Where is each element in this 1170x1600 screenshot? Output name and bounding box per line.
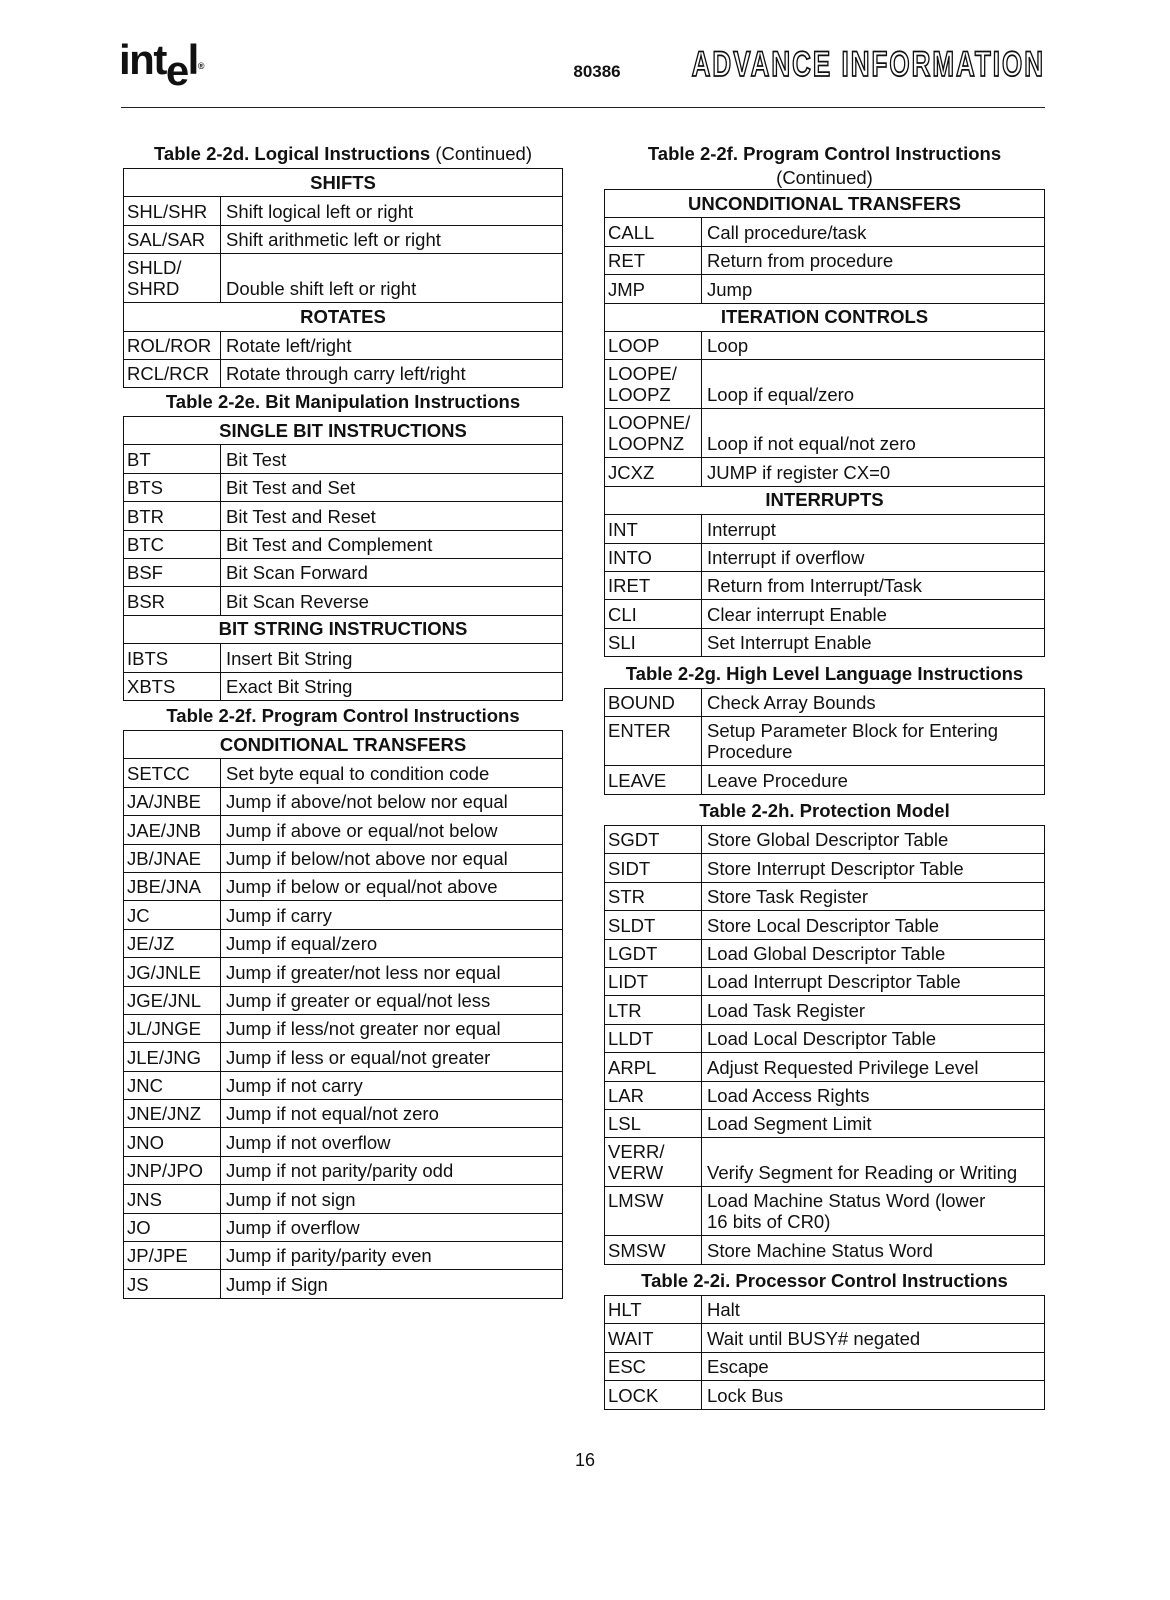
table-row	[124, 845, 562, 873]
mnemonic-cell: JNS	[124, 1185, 221, 1212]
mnemonic-cell: LOOPNE/ LOOPNZ	[605, 409, 702, 457]
table-row	[605, 1138, 1044, 1187]
description-cell: Loop	[707, 335, 749, 357]
description-cell: Set byte equal to condition code	[226, 762, 490, 784]
description-cell: Leave Procedure	[707, 769, 848, 791]
table-row	[605, 1381, 1044, 1409]
mnemonic-cell: JGE/JNL	[124, 987, 221, 1014]
mnemonic-cell: JAE/JNB	[124, 816, 221, 843]
section-header: ITERATION CONTROLS	[720, 306, 929, 328]
mnemonic-cell: JE/JZ	[124, 930, 221, 957]
description-cell: Bit Test and Set	[226, 477, 356, 499]
mnemonic-cell: LTR	[605, 996, 702, 1023]
section-header: SINGLE BIT INSTRUCTIONS	[219, 419, 467, 441]
description-cell: Jump if not sign	[226, 1188, 356, 1210]
description-cell: JUMP if register CX=0	[707, 461, 891, 483]
mnemonic-cell: SLI	[605, 629, 702, 656]
description-cell: Jump if overflow	[226, 1217, 360, 1239]
table-2-2h-protection-model	[604, 799, 1045, 1265]
description-cell: Check Array Bounds	[707, 692, 876, 714]
mnemonic-cell: BSR	[124, 587, 221, 614]
section-header-row	[124, 616, 562, 644]
description-cell: Bit Scan Forward	[226, 562, 368, 584]
section-header-row	[605, 304, 1044, 332]
description-cell: Jump if above or equal/not below	[226, 819, 498, 841]
table-row	[124, 531, 562, 559]
description-cell: Double shift left or right	[226, 278, 417, 300]
mnemonic-cell: ROL/ROR	[124, 332, 221, 359]
table-row	[605, 689, 1044, 717]
mnemonic-cell: JNC	[124, 1072, 221, 1099]
table-row	[605, 247, 1044, 275]
logo-dropped-e: e	[165, 47, 188, 94]
table-title-text: Table 2-2e. Bit Manipulation Instructions	[165, 391, 521, 412]
mnemonic-cell: LAR	[605, 1082, 702, 1109]
description-cell: Load Task Register	[707, 999, 866, 1021]
section-header-row	[124, 169, 562, 197]
table-row	[605, 1353, 1044, 1381]
mnemonic-cell: IBTS	[124, 644, 221, 671]
logo-l: l	[187, 36, 198, 83]
table-row	[124, 788, 562, 816]
table-body	[123, 168, 563, 388]
description-cell: Bit Test and Complement	[226, 533, 433, 555]
table-body	[604, 1295, 1045, 1410]
description-cell: Jump if carry	[226, 904, 332, 926]
description-cell: Rotate through carry left/right	[226, 363, 466, 385]
mnemonic-cell: LOOPE/ LOOPZ	[605, 360, 702, 408]
mnemonic-cell: JG/JNLE	[124, 958, 221, 985]
table-row	[124, 816, 562, 844]
description-cell: Jump if Sign	[226, 1273, 328, 1295]
description-cell: Exact Bit String	[226, 675, 353, 697]
table-2-2g-high-level-language	[604, 662, 1045, 795]
description-cell: Adjust Requested Privilege Level	[707, 1056, 979, 1078]
description-cell: Jump if not parity/parity odd	[226, 1160, 454, 1182]
table-row	[605, 458, 1044, 486]
description-cell: Jump if below/not above nor equal	[226, 847, 508, 869]
description-cell: Load Machine Status Word (lower 16 bits of CR0)	[707, 1190, 986, 1233]
mnemonic-cell: JNO	[124, 1128, 221, 1155]
mnemonic-cell: SAL/SAR	[124, 226, 221, 253]
mnemonic-cell: LIDT	[605, 968, 702, 995]
table-row	[605, 766, 1044, 794]
table-row	[605, 854, 1044, 882]
section-header-row	[124, 303, 562, 331]
mnemonic-cell: BSF	[124, 559, 221, 586]
table-row	[124, 197, 562, 225]
mnemonic-cell: LOOP	[605, 332, 702, 359]
section-header: SHIFTS	[310, 171, 376, 193]
mnemonic-cell: LMSW	[605, 1187, 702, 1235]
table-row	[605, 883, 1044, 911]
table-row	[605, 717, 1044, 766]
mnemonic-cell: JO	[124, 1214, 221, 1241]
table-row	[605, 1082, 1044, 1110]
advance-information-label: ADVANCE INFORMATION	[691, 43, 1045, 85]
table-row	[124, 1072, 562, 1100]
description-cell: Shift logical left or right	[226, 200, 414, 222]
table-title	[604, 799, 1045, 825]
table-body	[604, 189, 1045, 657]
table-title	[123, 142, 563, 168]
table-row	[605, 332, 1044, 360]
table-row	[605, 1324, 1044, 1352]
section-header-row	[605, 190, 1044, 218]
description-cell: Jump if less or equal/not greater	[226, 1046, 491, 1068]
table-title-text: Table 2-2h. Protection Model	[699, 800, 950, 821]
mnemonic-cell: SGDT	[605, 826, 702, 853]
table-title-text: Table 2-2g. High Level Language Instructions	[625, 663, 1024, 684]
mnemonic-cell: BT	[124, 445, 221, 472]
description-cell: Jump if equal/zero	[226, 933, 378, 955]
mnemonic-cell: INTO	[605, 544, 702, 571]
mnemonic-cell: JL/JNGE	[124, 1015, 221, 1042]
mnemonic-cell: JCXZ	[605, 458, 702, 485]
description-cell: Jump if below or equal/not above	[226, 876, 498, 898]
mnemonic-cell: ARPL	[605, 1053, 702, 1080]
table-row	[124, 502, 562, 530]
mnemonic-cell: SMSW	[605, 1236, 702, 1263]
description-cell: Bit Test and Reset	[226, 505, 376, 527]
description-cell: Store Machine Status Word	[707, 1239, 933, 1261]
table-2-2i-processor-control	[604, 1269, 1045, 1410]
description-cell: Loop if not equal/not zero	[707, 433, 916, 455]
description-cell: Jump if not equal/not zero	[226, 1103, 439, 1125]
table-2-2e-bit-manipulation	[123, 390, 563, 701]
table-row	[124, 1100, 562, 1128]
table-title-text: Table 2-2f. Program Control Instructions	[166, 705, 520, 726]
mnemonic-cell: STR	[605, 883, 702, 910]
section-header-row	[605, 487, 1044, 515]
table-2-2f-program-control-continued	[604, 142, 1045, 657]
table-row	[124, 1270, 562, 1298]
description-cell: Jump if above/not below nor equal	[226, 791, 508, 813]
description-cell: Call procedure/task	[707, 221, 867, 243]
table-row	[124, 1214, 562, 1242]
mnemonic-cell: SETCC	[124, 759, 221, 786]
mnemonic-cell: BOUND	[605, 689, 702, 716]
table-body	[604, 688, 1045, 795]
mnemonic-cell: BTS	[124, 474, 221, 501]
table-row	[605, 515, 1044, 543]
table-row	[124, 1157, 562, 1185]
part-number: 80386	[573, 62, 621, 81]
mnemonic-cell: JNE/JNZ	[124, 1100, 221, 1127]
description-cell: Loop if equal/zero	[707, 384, 855, 406]
table-row	[124, 1015, 562, 1043]
description-cell: Wait until BUSY# negated	[707, 1327, 921, 1349]
table-row	[124, 673, 562, 701]
table-title	[123, 704, 563, 730]
description-cell: Clear interrupt Enable	[707, 603, 887, 625]
description-cell: Jump if not carry	[226, 1075, 363, 1097]
description-cell: Shift arithmetic left or right	[226, 229, 441, 251]
table-title-text: Table 2-2d. Logical Instructions	[154, 143, 431, 164]
table-title	[123, 390, 563, 416]
table-title	[604, 142, 1045, 189]
table-body	[123, 416, 563, 701]
mnemonic-cell: JP/JPE	[124, 1242, 221, 1269]
mnemonic-cell: HLT	[605, 1296, 702, 1323]
description-cell: Insert Bit String	[226, 647, 353, 669]
mnemonic-cell: LSL	[605, 1110, 702, 1137]
table-title	[604, 1269, 1045, 1295]
mnemonic-cell: SLDT	[605, 911, 702, 938]
description-cell: Interrupt if overflow	[707, 546, 865, 568]
description-cell: Store Interrupt Descriptor Table	[707, 857, 964, 879]
mnemonic-cell: XBTS	[124, 673, 221, 700]
table-row	[124, 226, 562, 254]
description-cell: Jump if not overflow	[226, 1131, 391, 1153]
mnemonic-cell: BTC	[124, 531, 221, 558]
mnemonic-cell: WAIT	[605, 1324, 702, 1351]
mnemonic-cell: JB/JNAE	[124, 845, 221, 872]
table-2-2f-program-control	[123, 704, 563, 1299]
table-title-text: Table 2-2i. Processor Control Instructions	[641, 1270, 1008, 1291]
description-cell: Load Local Descriptor Table	[707, 1028, 936, 1050]
description-cell: Set Interrupt Enable	[707, 632, 872, 654]
table-row	[605, 826, 1044, 854]
section-header-row	[124, 417, 562, 445]
mnemonic-cell: VERR/ VERW	[605, 1138, 702, 1186]
table-row	[605, 218, 1044, 246]
table-title-note: (Continued)	[435, 143, 532, 164]
mnemonic-cell: INT	[605, 515, 702, 542]
mnemonic-cell: JLE/JNG	[124, 1043, 221, 1070]
table-row	[124, 559, 562, 587]
section-header: ROTATES	[300, 305, 386, 327]
description-cell: Store Task Register	[707, 886, 869, 908]
header-divider	[121, 107, 1045, 108]
table-row	[124, 958, 562, 986]
table-title	[604, 662, 1045, 688]
mnemonic-cell: SHL/SHR	[124, 197, 221, 224]
table-row	[605, 996, 1044, 1024]
description-cell: Bit Test	[226, 448, 287, 470]
description-cell: Jump if less/not greater nor equal	[226, 1018, 501, 1040]
mnemonic-cell: ENTER	[605, 717, 702, 765]
mnemonic-cell: CALL	[605, 218, 702, 245]
mnemonic-cell: LGDT	[605, 940, 702, 967]
description-cell: Load Segment Limit	[707, 1113, 872, 1135]
table-row	[124, 1242, 562, 1270]
description-cell: Load Global Descriptor Table	[707, 942, 946, 964]
mnemonic-cell: RCL/RCR	[124, 360, 221, 387]
mnemonic-cell: LOCK	[605, 1381, 702, 1408]
section-header: CONDITIONAL TRANSFERS	[219, 733, 467, 755]
description-cell: Store Global Descriptor Table	[707, 829, 949, 851]
table-row	[605, 572, 1044, 600]
table-row	[124, 445, 562, 473]
table-row	[124, 587, 562, 615]
table-row	[124, 1043, 562, 1071]
registered-mark: ®	[197, 61, 205, 71]
description-cell: Setup Parameter Block for Entering Procedure	[707, 720, 999, 763]
section-header: BIT STRING INSTRUCTIONS	[218, 618, 468, 640]
logo-int: int	[119, 36, 166, 83]
description-cell: Store Local Descriptor Table	[707, 914, 940, 936]
table-body	[123, 730, 563, 1299]
mnemonic-cell: JA/JNBE	[124, 788, 221, 815]
table-row	[605, 409, 1044, 458]
table-row	[124, 1128, 562, 1156]
table-row	[605, 600, 1044, 628]
table-row	[605, 1025, 1044, 1053]
table-row	[124, 360, 562, 388]
table-row	[605, 629, 1044, 657]
table-title-text: Table 2-2f. Program Control Instructions	[647, 143, 1002, 164]
mnemonic-cell: JBE/JNA	[124, 873, 221, 900]
mnemonic-cell: LEAVE	[605, 766, 702, 793]
table-row	[124, 644, 562, 672]
mnemonic-cell: SIDT	[605, 854, 702, 881]
table-row	[124, 332, 562, 360]
description-cell: Jump if greater/not less nor equal	[226, 961, 501, 983]
table-row	[605, 968, 1044, 996]
mnemonic-cell: LLDT	[605, 1025, 702, 1052]
mnemonic-cell: JC	[124, 901, 221, 928]
table-row	[124, 1185, 562, 1213]
table-row	[124, 901, 562, 929]
page-number: 16	[574, 1450, 596, 1470]
table-row	[605, 1187, 1044, 1236]
table-row	[605, 275, 1044, 303]
description-cell: Load Interrupt Descriptor Table	[707, 971, 961, 993]
mnemonic-cell: JMP	[605, 275, 702, 302]
description-cell: Lock Bus	[707, 1384, 784, 1406]
intel-logo	[119, 36, 205, 94]
mnemonic-cell: JS	[124, 1270, 221, 1297]
description-cell: Return from procedure	[707, 250, 894, 272]
description-cell: Verify Segment for Reading or Writing	[707, 1162, 1018, 1184]
description-cell: Jump if parity/parity even	[226, 1245, 432, 1267]
description-cell: Bit Scan Reverse	[226, 590, 369, 612]
table-row	[124, 759, 562, 787]
mnemonic-cell: IRET	[605, 572, 702, 599]
mnemonic-cell: SHLD/ SHRD	[124, 254, 221, 302]
table-row	[605, 911, 1044, 939]
table-row	[605, 1053, 1044, 1081]
table-row	[124, 930, 562, 958]
table-row	[605, 1110, 1044, 1138]
mnemonic-cell: RET	[605, 247, 702, 274]
table-row	[605, 1236, 1044, 1264]
description-cell: Interrupt	[707, 518, 776, 540]
table-row	[605, 360, 1044, 409]
table-row	[605, 544, 1044, 572]
description-cell: Jump if greater or equal/not less	[226, 989, 491, 1011]
section-header: INTERRUPTS	[765, 489, 884, 511]
section-header: UNCONDITIONAL TRANSFERS	[687, 192, 962, 214]
mnemonic-cell: BTR	[124, 502, 221, 529]
description-cell: Rotate left/right	[226, 334, 352, 356]
table-2-2d-logical-instructions	[123, 142, 563, 388]
description-cell: Load Access Rights	[707, 1084, 870, 1106]
description-cell: Return from Interrupt/Task	[707, 575, 922, 597]
table-row	[605, 940, 1044, 968]
mnemonic-cell: ESC	[605, 1353, 702, 1380]
table-body	[604, 825, 1045, 1265]
table-row	[605, 1296, 1044, 1324]
mnemonic-cell: JNP/JPO	[124, 1157, 221, 1184]
description-cell: Jump	[707, 278, 753, 300]
mnemonic-cell: CLI	[605, 600, 702, 627]
description-cell: Halt	[707, 1299, 740, 1321]
table-row	[124, 873, 562, 901]
table-row	[124, 987, 562, 1015]
table-row	[124, 254, 562, 303]
description-cell: Escape	[707, 1356, 769, 1378]
table-row	[124, 474, 562, 502]
table-title-note: (Continued)	[776, 167, 873, 188]
section-header-row	[124, 731, 562, 759]
